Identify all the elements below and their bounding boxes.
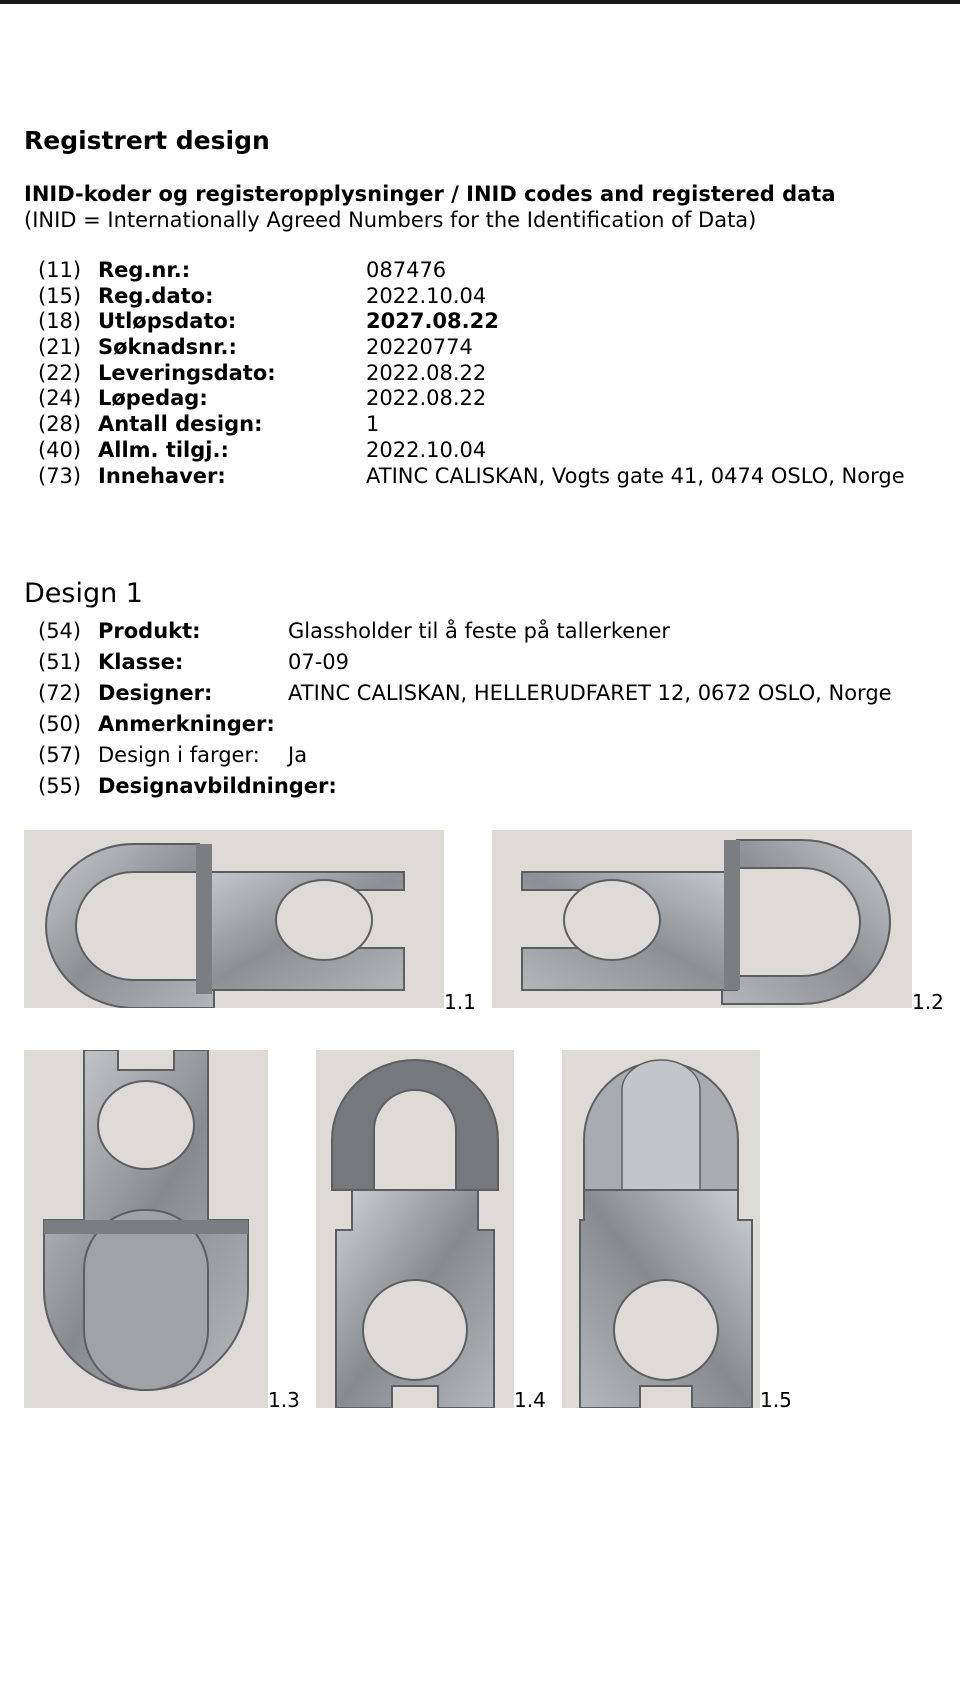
inid-code: (72) <box>38 681 82 705</box>
field-value: Ja <box>288 743 308 767</box>
design-image-1-1 <box>24 830 444 1008</box>
field-value: Glassholder til å feste på tallerkener <box>288 619 671 643</box>
expiry-date-value: 2027.08.22 <box>366 309 499 334</box>
design-image-1-4 <box>316 1050 514 1408</box>
figure-caption: 1.3 <box>268 1388 300 1412</box>
inid-code: (11) <box>38 258 82 282</box>
field-label: Søknadsnr.: <box>98 335 237 360</box>
design-image-1-3 <box>24 1050 268 1408</box>
field-value: 20220774 <box>366 335 473 360</box>
field-label: Design i farger: <box>98 743 260 767</box>
field-label: Klasse: <box>98 650 184 674</box>
field-label: Reg.nr.: <box>98 258 191 282</box>
field-label: Leveringsdato: <box>98 360 276 385</box>
field-label: Innehaver: <box>98 463 226 488</box>
inid-code: (40) <box>38 437 82 462</box>
field-label: Designer: <box>98 681 213 705</box>
field-value: 2022.10.04 <box>366 437 487 462</box>
field-label: Anmerkninger: <box>98 712 275 736</box>
figure-caption: 1.1 <box>444 990 476 1014</box>
figure-caption: 1.5 <box>760 1388 792 1412</box>
field-value: 1 <box>366 412 380 437</box>
inid-code: (18) <box>38 309 82 334</box>
field-label: Løpedag: <box>98 386 208 411</box>
field-label: Designavbildninger: <box>98 774 337 798</box>
design-image-1-2 <box>492 830 912 1008</box>
field-value: 2022.08.22 <box>366 360 487 385</box>
inid-code: (57) <box>38 743 82 767</box>
field-value: ATINC CALISKAN, Vogts gate 41, 0474 OSLO, Norge <box>366 463 905 488</box>
inid-code: (24) <box>38 386 82 411</box>
inid-code: (54) <box>38 619 82 643</box>
field-value: 2022.10.04 <box>366 283 487 308</box>
inid-code: (73) <box>38 463 82 488</box>
inid-code: (15) <box>38 283 82 308</box>
inid-code: (22) <box>38 360 82 385</box>
figure-caption: 1.2 <box>912 990 944 1014</box>
section-heading: INID-koder og registeropplysninger / INID codes and registered data <box>24 182 836 206</box>
inid-code: (50) <box>38 712 82 736</box>
inid-code: (55) <box>38 774 82 798</box>
figure-caption: 1.4 <box>514 1388 546 1412</box>
field-value: ATINC CALISKAN, HELLERUDFARET 12, 0672 OSLO, Norge <box>288 681 892 705</box>
field-value: 07-09 <box>288 650 350 674</box>
section-subheading: (INID = Internationally Agreed Numbers for the Identification of Data) <box>24 208 757 232</box>
inid-code: (28) <box>38 412 82 437</box>
inid-code: (21) <box>38 335 82 360</box>
field-label: Utløpsdato: <box>98 309 237 334</box>
top-border <box>0 0 960 4</box>
field-label: Allm. tilgj.: <box>98 437 229 462</box>
field-label: Reg.dato: <box>98 283 214 308</box>
field-label: Produkt: <box>98 619 201 643</box>
field-value: 2022.08.22 <box>366 386 487 411</box>
field-value: 087476 <box>366 258 447 282</box>
design-image-1-5 <box>562 1050 760 1408</box>
inid-code: (51) <box>38 650 82 674</box>
field-label: Antall design: <box>98 412 263 437</box>
design-title: Design 1 <box>24 578 143 609</box>
page-title: Registrert design <box>24 126 270 155</box>
